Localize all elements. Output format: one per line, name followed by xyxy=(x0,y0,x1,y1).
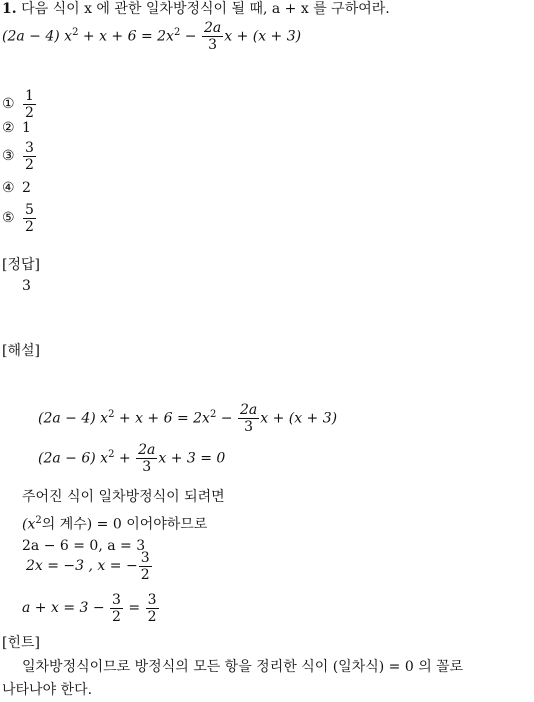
ex-step2-frac xyxy=(139,550,152,583)
explanation-eq2 xyxy=(38,438,225,476)
ex-step3-den2: 2 xyxy=(147,608,157,625)
option-3-den: 2 xyxy=(25,156,34,173)
option-4-text: 2 xyxy=(22,180,31,196)
ex-step2-text: 2x = −3 , x = − xyxy=(26,558,138,574)
explanation-text2 xyxy=(22,512,207,534)
option-2-text: 1 xyxy=(22,120,31,136)
ex-eq1-left: (2a − 4) x xyxy=(38,410,109,427)
ex-step3-eq: = xyxy=(123,600,145,616)
option-1-num: 1 xyxy=(25,87,34,104)
ex-eq1-frac-den: 3 xyxy=(238,418,259,435)
explanation-eq1 xyxy=(38,398,337,436)
option-4-mark: ④ xyxy=(2,180,15,196)
ex-step2-num: 3 xyxy=(140,549,150,566)
option-1-den: 2 xyxy=(25,104,34,121)
ex-eq2-tail: x + 3 = 0 xyxy=(158,450,226,467)
explanation-step3 xyxy=(22,590,160,626)
ex-eq2-plus: + xyxy=(114,450,136,467)
option-5[interactable] xyxy=(2,200,37,236)
option-5-den: 2 xyxy=(25,218,34,235)
eq-sq1: 2 xyxy=(72,27,79,38)
answer-label: [정답] xyxy=(2,257,40,273)
eq-left: (2a − 4) x xyxy=(2,28,73,45)
option-5-num: 5 xyxy=(25,201,34,218)
option-1-mark: ① xyxy=(2,96,15,112)
option-1[interactable] xyxy=(2,86,37,122)
explanation-step2 xyxy=(26,548,153,584)
option-3-mark: ③ xyxy=(2,148,15,164)
option-2[interactable] xyxy=(2,119,31,137)
hint-line2: 나타나야 한다. xyxy=(2,682,93,698)
explanation-label: [해설] xyxy=(2,343,40,359)
option-5-frac xyxy=(23,202,36,235)
ex-step3-den1: 2 xyxy=(112,608,121,625)
eq-mid: + x + 6 = 2x xyxy=(78,28,174,45)
option-3-frac xyxy=(23,140,36,173)
ex-eq1-frac-num: 2a xyxy=(239,402,258,419)
eq-frac-den: 3 xyxy=(202,36,223,53)
option-4[interactable] xyxy=(2,179,31,197)
option-3[interactable] xyxy=(2,138,37,174)
ex-eq1-minus: − xyxy=(216,410,237,427)
ex-text2-a: (x xyxy=(22,516,36,533)
ex-text2-sq: 2 xyxy=(35,515,42,526)
eq-frac-num: 2a xyxy=(203,20,222,37)
ex-eq2-frac-num: 2a xyxy=(138,442,156,459)
eq-minus: − xyxy=(180,28,201,45)
ex-eq2-frac xyxy=(136,442,157,475)
ex-eq1-sq2: 2 xyxy=(209,409,217,420)
ex-eq1-frac xyxy=(238,402,259,435)
ex-eq2-sq: 2 xyxy=(108,449,115,460)
ex-eq2-left: (2a − 6) x xyxy=(38,450,109,467)
ex-step3-num2: 3 xyxy=(147,591,157,608)
ex-eq1-tail: x + (x + 3) xyxy=(260,410,338,427)
ex-eq2-frac-den: 3 xyxy=(136,458,157,475)
ex-step2-den: 2 xyxy=(140,566,150,583)
hint-line1: 일차방정식이므로 방정식의 모든 항을 정리한 식이 (일차식) = 0 의 꼴로 xyxy=(22,659,464,675)
option-1-frac xyxy=(23,88,36,121)
ex-step3-text: a + x = 3 − xyxy=(22,600,110,616)
ex-eq1-sq1: 2 xyxy=(108,409,115,420)
eq-tail: x + (x + 3) xyxy=(224,28,302,45)
ex-step3-frac2 xyxy=(146,592,159,625)
ex-step3-num1: 3 xyxy=(112,591,121,608)
ex-text2-b: 의 계수) = 0 이어야하므로 xyxy=(41,516,208,533)
explanation-step1: 2a − 6 = 0, a = 3 xyxy=(22,538,146,554)
ex-eq1-mid: + x + 6 = 2x xyxy=(114,410,210,427)
eq-sq2: 2 xyxy=(173,27,181,38)
question-prompt: 다음 식이 x 에 관한 일차방정식이 될 때, a + x 를 구하여라. xyxy=(21,1,390,17)
eq-frac xyxy=(202,20,223,53)
explanation-text1: 주어진 식이 일차방정식이 되려면 xyxy=(22,489,225,505)
ex-step3-frac1 xyxy=(110,592,123,625)
option-3-num: 3 xyxy=(25,139,34,156)
question-equation xyxy=(2,16,301,54)
hint-label: [힌트] xyxy=(2,635,40,651)
option-2-mark: ② xyxy=(2,120,15,136)
question-number: 1. xyxy=(2,1,17,17)
option-5-mark: ⑤ xyxy=(2,210,15,226)
answer-value: 3 xyxy=(22,278,31,294)
